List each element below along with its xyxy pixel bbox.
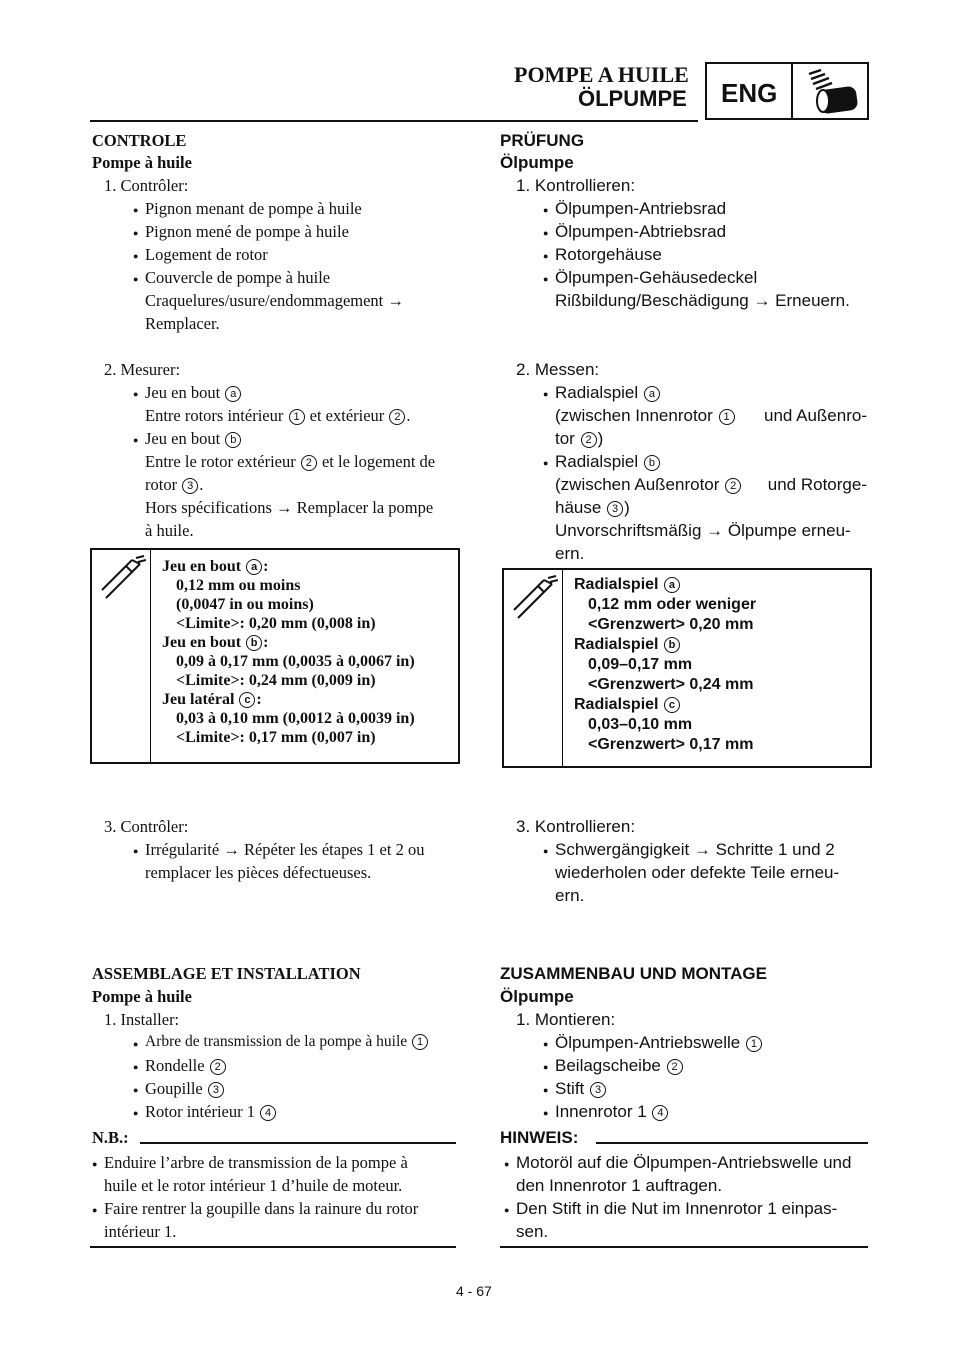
fr-spec-b-label: Jeu en bout b : (162, 634, 269, 651)
de-nb-item-cont: sen. (516, 1222, 549, 1241)
de-nb-item: ● Motoröl auf die Ölpumpen-Antriebswelle und (516, 1153, 851, 1173)
fr-step2-out: Hors spécifications → Remplacer la pompe (145, 498, 434, 517)
eng-badge (705, 62, 869, 120)
de-step2-b-detail: (zwischen Außenrotor 2 und Rotorge- (555, 475, 867, 494)
fr-step2-b-detail: Entre le rotor extérieur 2 et le logement de (145, 452, 436, 471)
fr-step3-item-cont: remplacer les pièces défectueuses. (145, 863, 372, 882)
de-spec-a-lim: <Grenzwert> 0,20 mm (588, 616, 754, 633)
fr-nb-label: N.B.: (92, 1128, 129, 1147)
de-step2-b: ● Radialspiel b (555, 452, 661, 472)
fr-spec-b-lim: <Limite>: 0,24 mm (0,009 in) (176, 672, 376, 689)
fr-install-item: ● Goupille 3 (145, 1079, 225, 1099)
fr-spec-c-v1: 0,03 à 0,10 mm (0,0012 à 0,0039 in) (176, 710, 415, 727)
de-step1-item: ● Ölpumpen-Gehäusedeckel (555, 268, 757, 288)
fr-step2-a-detail: Entre rotors intérieur 1 et extérieur 2 . (145, 406, 411, 425)
fr-install-item: ● Arbre de transmission de la pompe à huile 1 (145, 1033, 429, 1051)
fr-spec-a-lim: <Limite>: 0,20 mm (0,008 in) (176, 615, 376, 632)
caliper-icon (508, 574, 558, 624)
fr-step1-note: Craquelures/usure/endommagement → (145, 291, 404, 310)
fr-step1-item: ● Couvercle de pompe à huile (145, 268, 330, 288)
header-title-fr: POMPE A HUILE (514, 62, 689, 87)
fr-spec-c-lim: <Limite>: 0,17 mm (0,007 in) (176, 729, 376, 746)
de-step2-a-detail: tor 2 ) (555, 429, 604, 448)
fr-nb-item-cont: huile et le rotor intérieur 1 d’huile de moteur. (104, 1176, 403, 1195)
de-nb-rule-bottom (500, 1246, 868, 1248)
de-step3-item-cont: ern. (555, 886, 585, 905)
de-spec-b-label: Radialspiel b (574, 636, 681, 654)
de-step2-out: ern. (555, 544, 585, 563)
page-number: 4 - 67 (456, 1283, 492, 1299)
fr-spec-b-v1: 0,09 à 0,17 mm (0,0035 à 0,0067 in) (176, 653, 415, 670)
de-step1-note: Rißbildung/Beschädigung → Erneuern. (555, 291, 850, 310)
fr-step2-b: ● Jeu en bout b (145, 429, 242, 449)
de-step1: 1. Kontrollieren: (516, 176, 636, 195)
de-spec-b-lim: <Grenzwert> 0,24 mm (588, 676, 754, 693)
de-nb-label: HINWEIS: (500, 1128, 579, 1147)
de-step1-item: ● Rotorgehäuse (555, 245, 662, 265)
de-install-item: ● Beilagscheibe 2 (555, 1056, 684, 1076)
fr-step2: 2. Mesurer: (104, 360, 181, 379)
fr-spec-a-v1: 0,12 mm ou moins (176, 577, 301, 594)
de-heading-zusammenbau: ZUSAMMENBAU UND MONTAGE (500, 964, 767, 983)
fr-step1: 1. Contrôler: (104, 176, 189, 195)
fr-step2-a: ● Jeu en bout a (145, 383, 242, 403)
fr-spec-a-label: Jeu en bout a : (162, 558, 269, 575)
de-spec-a-label: Radialspiel a (574, 576, 681, 594)
de-install-item: ● Innenrotor 1 4 (555, 1102, 669, 1122)
header-rule (90, 120, 698, 122)
fr-install-item: ● Rotor intérieur 1 4 (145, 1102, 277, 1122)
fr-heading-controle: CONTROLE (92, 131, 187, 150)
fr-nb-item: ● Enduire l’arbre de transmission de la pompe à (104, 1153, 408, 1173)
de-nb-rule-top (596, 1142, 868, 1144)
de-heading-pruefung: PRÜFUNG (500, 131, 585, 150)
fr-install: 1. Installer: (104, 1010, 180, 1029)
fr-step1-note: Remplacer. (145, 314, 220, 333)
de-step2: 2. Messen: (516, 360, 600, 379)
de-step2-a-detail: (zwischen Innenrotor 1 und Außenro- (555, 406, 867, 425)
fr-step3-item: ● Irrégularité → Répéter les étapes 1 et 2 ou (145, 840, 424, 860)
de-sub-oelpumpe2: Ölpumpe (500, 987, 574, 1006)
de-nb-item: ● Den Stift in die Nut im Innenrotor 1 einpas- (516, 1199, 837, 1219)
fr-step1-item: ● Pignon mené de pompe à huile (145, 222, 349, 242)
mark-a: a (225, 386, 241, 402)
de-step2-b-detail: häuse 3 ) (555, 498, 630, 517)
fr-step1-item: ● Pignon menant de pompe à huile (145, 199, 362, 219)
de-install-item: ● Stift 3 (555, 1079, 607, 1099)
de-step3-item-cont: wiederholen oder defekte Teile erneu- (555, 863, 840, 882)
caliper-icon (96, 554, 146, 604)
engine-piston-icon (799, 68, 865, 116)
de-step2-a: ● Radialspiel a (555, 383, 661, 403)
fr-step3: 3. Contrôler: (104, 817, 189, 836)
badge-divider (791, 64, 793, 118)
de-spec-c-v1: 0,03–0,10 mm (588, 716, 693, 733)
de-spec-a-v1: 0,12 mm oder weniger (588, 596, 757, 613)
de-spec-c-lim: <Grenzwert> 0,17 mm (588, 736, 754, 753)
de-step3: 3. Kontrollieren: (516, 817, 636, 836)
fr-step1-item: ● Logement de rotor (145, 245, 268, 265)
fr-step2-out: à huile. (145, 521, 194, 540)
fr-install-item: ● Rondelle 2 (145, 1056, 227, 1076)
de-step1-item: ● Ölpumpen-Abtriebsrad (555, 222, 726, 242)
fr-sub-pompe: Pompe à huile (92, 153, 192, 172)
fr-sub-pompe2: Pompe à huile (92, 987, 192, 1006)
de-spec-box (502, 568, 872, 768)
header-title-de: ÖLPUMPE (578, 86, 687, 111)
fr-nb-item-cont: intérieur 1. (104, 1222, 177, 1241)
fr-heading-assemblage: ASSEMBLAGE ET INSTALLATION (92, 964, 361, 983)
de-spec-b-v1: 0,09–0,17 mm (588, 656, 693, 673)
de-install: 1. Montieren: (516, 1010, 616, 1029)
de-install-item: ● Ölpumpen-Antriebswelle 1 (555, 1033, 763, 1053)
fr-nb-rule-bottom (90, 1246, 456, 1248)
eng-badge-label: ENG (721, 78, 778, 108)
fr-spec-c-label: Jeu latéral c : (162, 691, 262, 708)
de-step3-item: ● Schwergängigkeit → Schritte 1 und 2 (555, 840, 835, 860)
de-spec-c-label: Radialspiel c (574, 696, 681, 714)
fr-spec-box (90, 548, 460, 764)
mark-b: b (225, 432, 241, 448)
fr-step2-b-detail: rotor 3 . (145, 475, 204, 494)
de-nb-item-cont: den Innenrotor 1 auftragen. (516, 1176, 723, 1195)
de-sub-oelpumpe: Ölpumpe (500, 153, 574, 172)
de-step2-out: Unvorschriftsmäßig → Ölpumpe erneu- (555, 521, 851, 540)
de-step1-item: ● Ölpumpen-Antriebsrad (555, 199, 726, 219)
fr-spec-a-v2: (0,0047 in ou moins) (176, 596, 314, 613)
fr-nb-item: ● Faire rentrer la goupille dans la rainure du rotor (104, 1199, 418, 1219)
fr-nb-rule-top (140, 1142, 456, 1144)
